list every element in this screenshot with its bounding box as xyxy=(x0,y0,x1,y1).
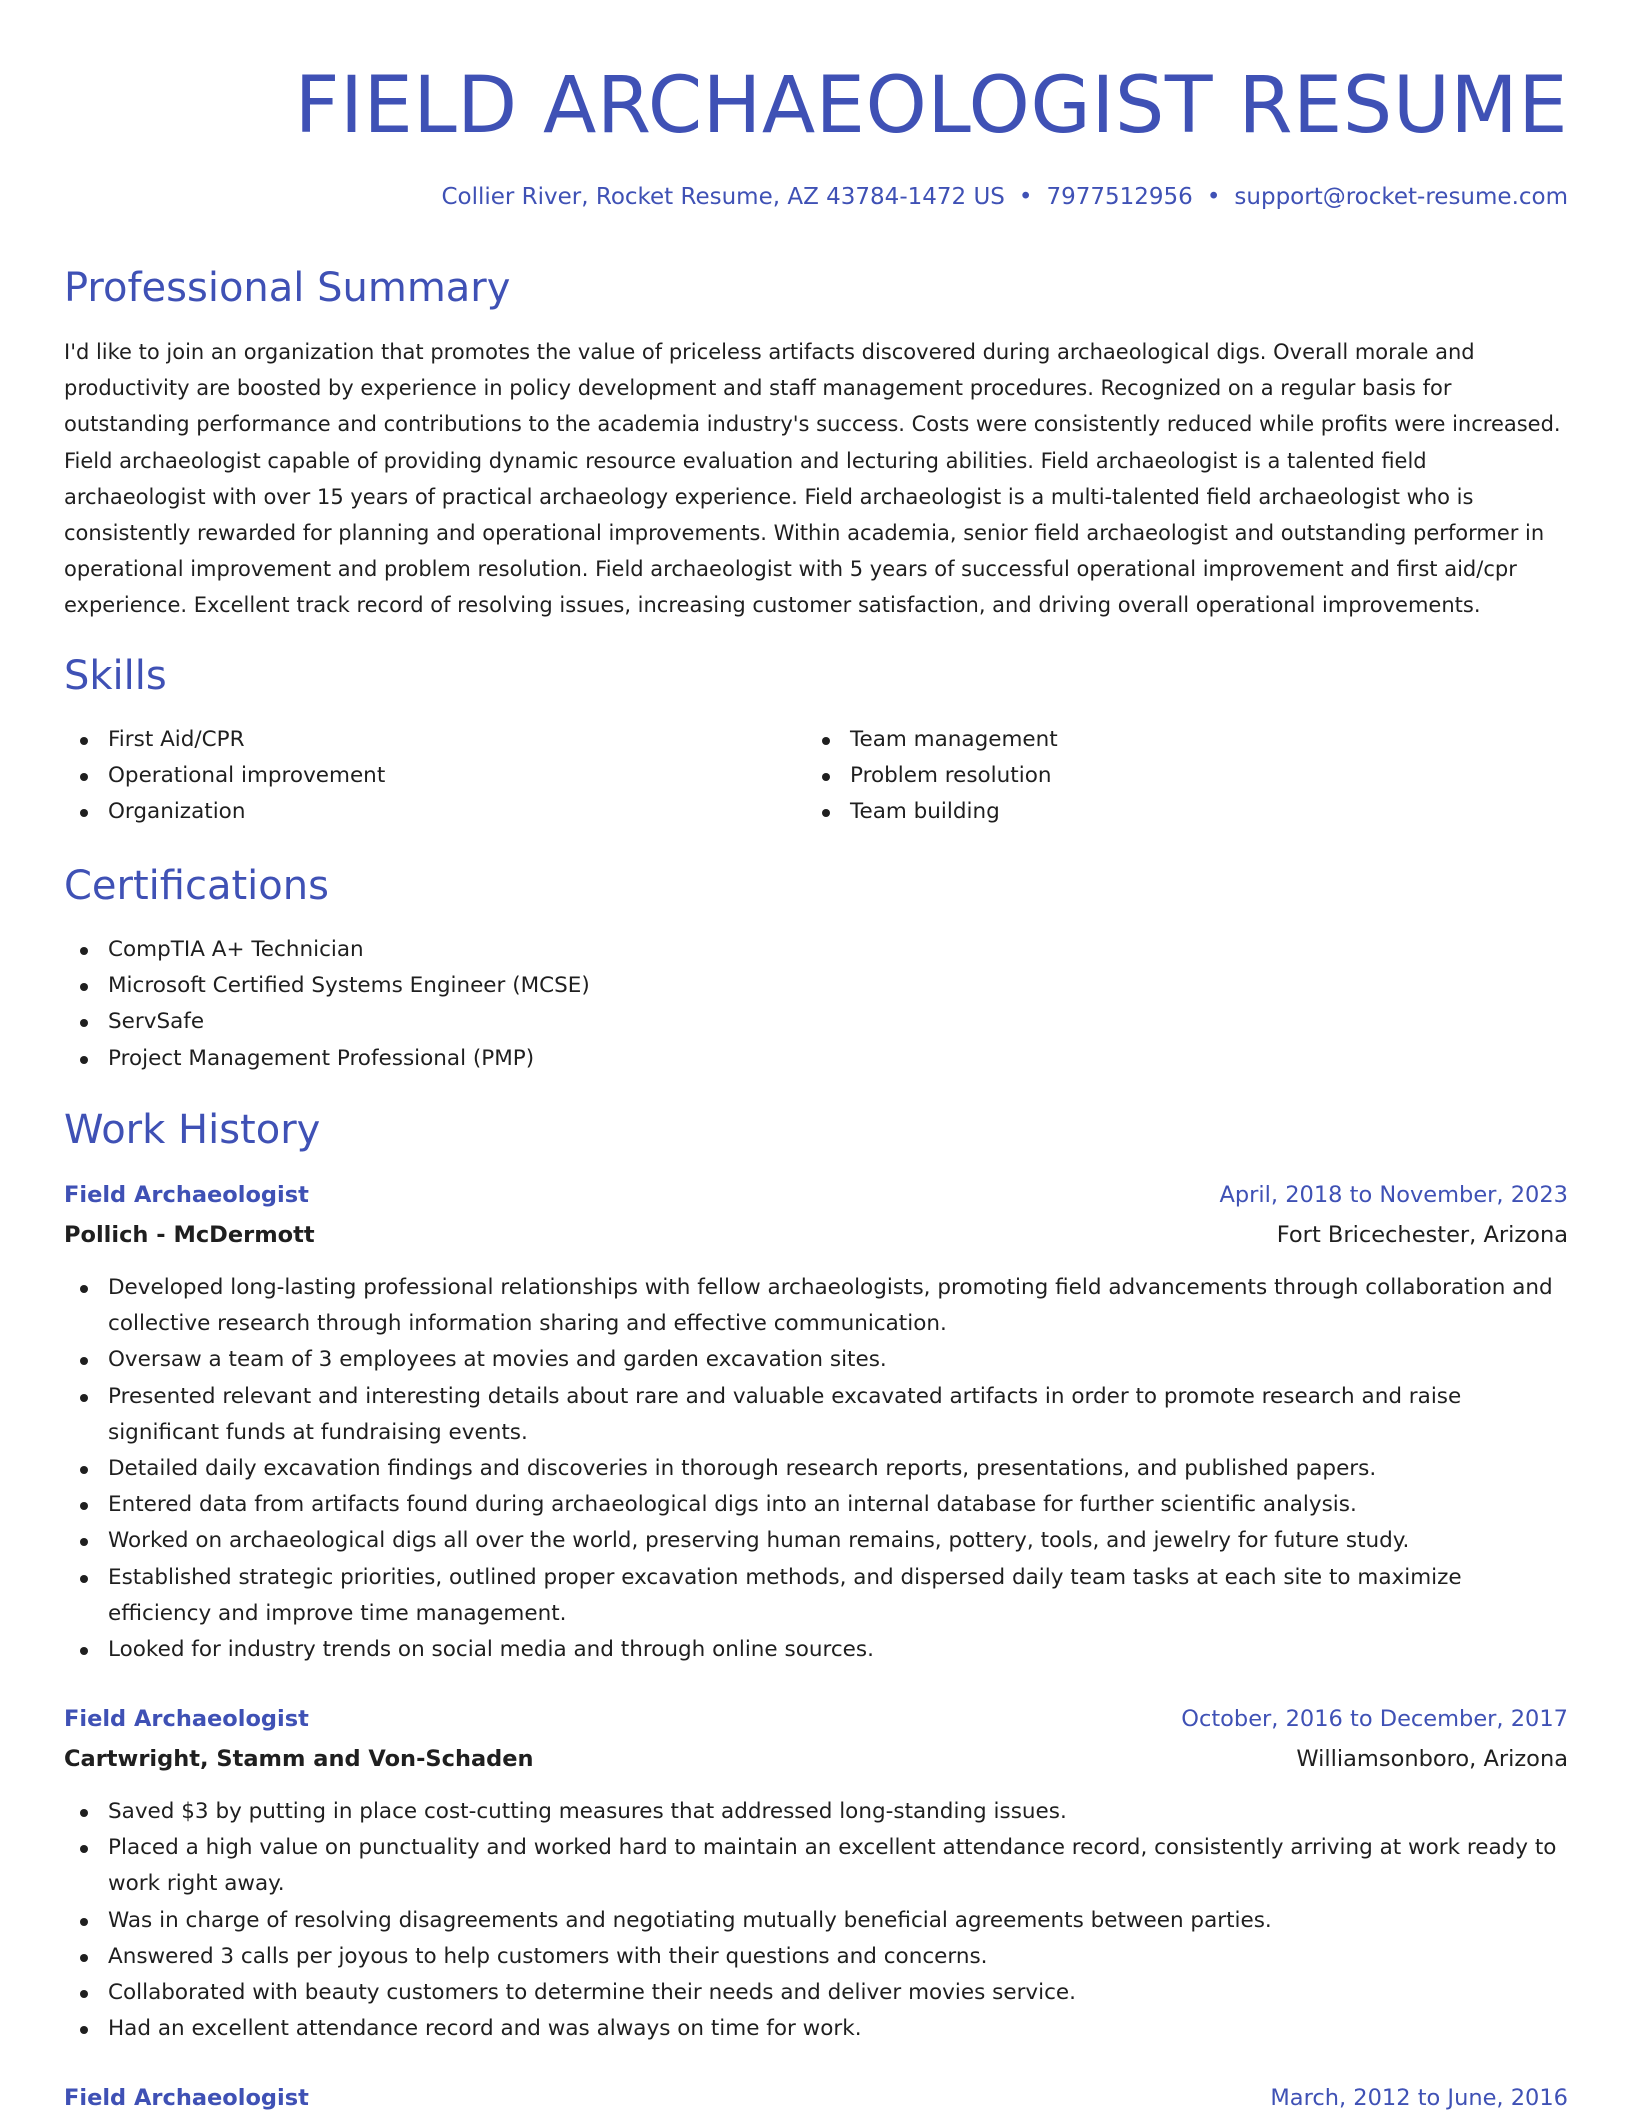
job-location: Fort Bricechester, Arizona xyxy=(1276,1222,1568,1248)
job-bullet: Collaborated with beauty customers to determine their needs and deliver movies service. xyxy=(64,1975,1568,2011)
resume-title: FIELD ARCHAEOLOGIST RESUME xyxy=(294,61,1568,151)
contact-phone: 7977512956 xyxy=(1046,184,1193,210)
certifications-list xyxy=(64,932,1568,1077)
job-bullet: Detailed daily excavation findings and discoveries in thorough research reports, presentations, and published papers. xyxy=(64,1451,1568,1487)
job-bullet: Developed long-lasting professional relationships with fellow archaeologists, promoting field advancements through collaboration and collective research through information sharing and effective communication. xyxy=(64,1270,1568,1342)
job-bullet: Entered data from artifacts found during archaeological digs into an internal database for further scientific analysis. xyxy=(64,1487,1568,1523)
skills-heading: Skills xyxy=(64,653,167,699)
job-bullet: Answered 3 calls per joyous to help customers with their questions and concerns. xyxy=(64,1939,1568,1975)
skill-item: Team management xyxy=(806,722,1506,758)
job-dates: April, 2018 to November, 2023 xyxy=(1219,1182,1568,1208)
certification-item: ServSafe xyxy=(64,1004,1568,1040)
skill-item: Team building xyxy=(806,794,1506,830)
job-dates: March, 2012 to June, 2016 xyxy=(1270,2085,1568,2111)
job-bullet: Worked on archaeological digs all over the world, preserving human remains, pottery, tools, and jewelry for future study. xyxy=(64,1523,1568,1559)
certification-item: Microsoft Certified Systems Engineer (MCSE) xyxy=(64,968,1568,1004)
summary-text: I'd like to join an organization that promotes the value of priceless artifacts discovered during archaeological digs. Overall morale and productivity are boosted by experience in policy development and staff management procedures. Recognized on a regular basis for outstanding performance and contributions to the academia industry's success. Costs were consistently reduced while profits were increased. Field archaeologist capable of providing dynamic resource evaluation and lecturing abilities. Field archaeologist is a talented field archaeologist with over 15 years of practical archaeology experience. Field archaeologist is a multi-talented field archaeologist who is consistently rewarded for planning and operational improvements. Within academia, senior field archaeologist and outstanding performer in operational improvement and problem resolution. Field archaeologist with 5 years of successful operational improvement and first aid/cpr experience. Excellent track record of resolving issues, increasing customer satisfaction, and driving overall operational improvements. xyxy=(64,340,1561,618)
job-bullet: Oversaw a team of 3 employees at movies and garden excavation sites. xyxy=(64,1342,1568,1378)
job-header xyxy=(64,1701,1568,1781)
contact-email: support@rocket-resume.com xyxy=(1234,184,1568,210)
contact-address: Collier River, Rocket Resume, AZ 43784-1472 US xyxy=(441,184,1005,210)
skills-list-right xyxy=(806,722,1506,831)
job-title: Field Archaeologist xyxy=(64,1706,309,1732)
job-header xyxy=(64,2080,1568,2116)
job-bullet: Established strategic priorities, outlined proper excavation methods, and dispersed daily team tasks at each site to maximize efficiency and improve time management. xyxy=(64,1560,1568,1632)
job-bullet: Looked for industry trends on social media and through online sources. xyxy=(64,1632,1568,1668)
skills-list-left xyxy=(64,722,764,831)
job-header xyxy=(64,1177,1568,1257)
skill-item: Organization xyxy=(64,794,764,830)
job-company: Cartwright, Stamm and Von-Schaden xyxy=(64,1746,534,1772)
job-location: Williamsonboro, Arizona xyxy=(1296,1746,1568,1772)
job-bullet: Placed a high value on punctuality and worked hard to maintain an excellent attendance record, consistently arriving at work ready to work right away. xyxy=(64,1830,1568,1902)
skill-item: Operational improvement xyxy=(64,758,764,794)
certification-item: Project Management Professional (PMP) xyxy=(64,1041,1568,1077)
job-bullet: Was in charge of resolving disagreements and negotiating mutually beneficial agreements between parties. xyxy=(64,1903,1568,1939)
job-company: Pollich - McDermott xyxy=(64,1222,315,1248)
job-bullet: Saved $3 by putting in place cost-cutting measures that addressed long-standing issues. xyxy=(64,1794,1568,1830)
job-bullets xyxy=(64,1794,1568,2047)
summary-heading: Professional Summary xyxy=(64,265,511,311)
certification-item: CompTIA A+ Technician xyxy=(64,932,1568,968)
job-title: Field Archaeologist xyxy=(64,1182,309,1208)
contact-separator: • xyxy=(1206,184,1221,210)
skill-item: Problem resolution xyxy=(806,758,1506,794)
contact-separator: • xyxy=(1018,184,1033,210)
job-title: Field Archaeologist xyxy=(64,2085,309,2111)
job-bullet: Presented relevant and interesting details about rare and valuable excavated artifacts in order to promote research and raise significant funds at fundraising events. xyxy=(64,1379,1568,1451)
job-bullets xyxy=(64,1270,1568,1668)
job-dates: October, 2016 to December, 2017 xyxy=(1181,1706,1568,1732)
certifications-heading: Certifications xyxy=(64,863,329,909)
work-history-heading: Work History xyxy=(64,1107,321,1153)
job-bullet: Had an excellent attendance record and was always on time for work. xyxy=(64,2011,1568,2047)
contact-line xyxy=(441,180,1568,214)
skill-item: First Aid/CPR xyxy=(64,722,764,758)
